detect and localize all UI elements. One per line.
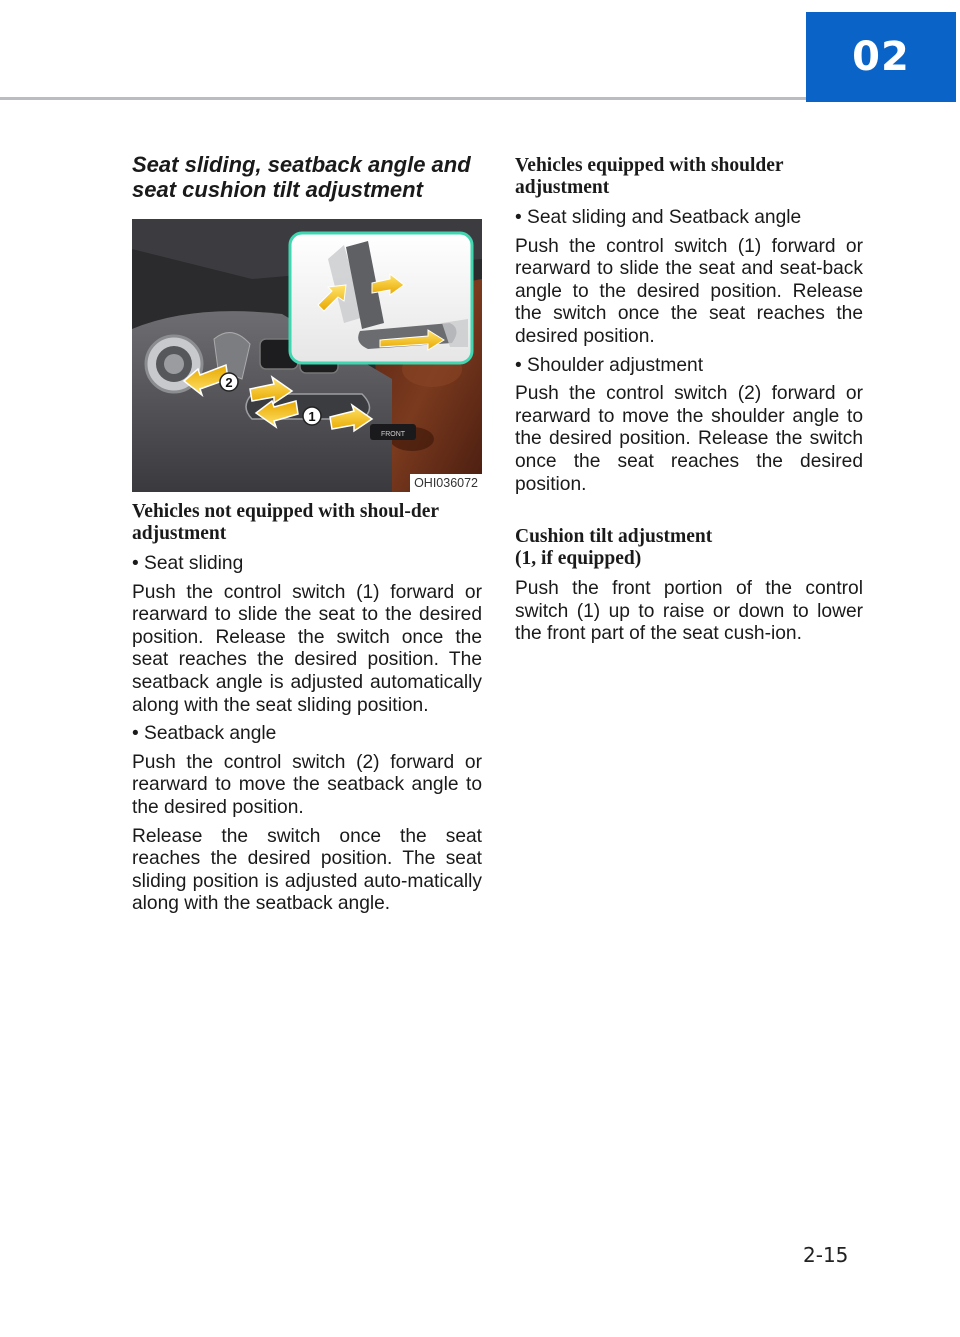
paragraph-seatback-angle: Push the control switch (2) forward or rearward to move the seatback angle to the desired position. (132, 751, 482, 818)
callout-2: 2 (225, 375, 233, 390)
subheading-cushion-tilt-line1: Cushion tilt adjustment (515, 526, 713, 548)
bullet-seat-sliding: • Seat sliding (132, 553, 244, 574)
bullet-shoulder: • Shoulder adjustment (515, 354, 704, 376)
bullet-sliding-seatback: • Seat sliding and Seatback angle (515, 207, 802, 228)
chapter-number: 02 (852, 34, 910, 80)
subheading-cushion-tilt (515, 526, 863, 570)
front-label: FRONT (380, 431, 406, 438)
subheading-equipped: Vehicles equipped with shoulder adjustment (515, 155, 784, 198)
paragraph-seatback-release: Release the switch once the seat reaches the desired position. The seat sliding position is adjusted auto-matically along with the seatback angle. (132, 825, 482, 915)
paragraph-shoulder: Push the control switch (2) forward or rearward to move the shoulder angle to the desired position. Release the switch once the seat reaches the desired position. (515, 383, 863, 495)
right-column-body (515, 155, 863, 646)
figure-code: OHI036072 (410, 474, 482, 492)
header-rule (0, 97, 806, 100)
subheading-cushion-tilt-line2: (1, if equipped) (515, 548, 642, 570)
paragraph-seat-sliding: Push the control switch (1) forward or rearward to slide the seat to the desired position. Release the switch once the seat reaches the desired position. The seatback angle is adjusted automatically along with the seat sliding position. (132, 581, 482, 716)
paragraph-sliding-seatback: Push the control switch (1) forward or rearward to slide the seat and seat-back angle to the desired position. Release the switch once the seat reaches the desired position. (515, 235, 863, 347)
seat-switch-illustration (132, 219, 482, 492)
chapter-tab (806, 12, 956, 102)
left-column-body (132, 501, 482, 916)
bullet-seatback-angle: • Seatback angle (132, 723, 277, 745)
page-number: 2-15 (803, 1243, 849, 1267)
callout-1: 1 (308, 409, 316, 424)
section-title: Seat sliding, seatback angle and seat cushion tilt adjustment (132, 152, 471, 202)
paragraph-cushion-tilt: Push the front portion of the control switch (1) up to raise or down to lower the front part of the seat cush-ion. (515, 578, 863, 645)
subheading-not-equipped: Vehicles not equipped with shoul-der adjustment (132, 501, 439, 544)
seat-switch-figure (132, 219, 482, 492)
